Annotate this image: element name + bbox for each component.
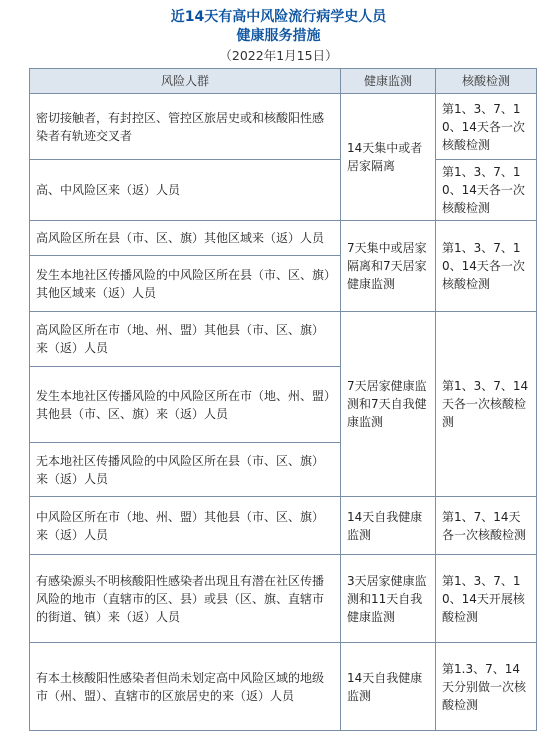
testing-cell: 第1、3、7、10、14天开展核酸检测 (436, 555, 537, 643)
testing-cell: 第1、3、7、14天各一次核酸检测 (436, 312, 537, 497)
table-row (30, 221, 537, 256)
risk-group-cell: 有感染源头不明核酸阳性感染者出现且有潜在社区传播风险的地市（直辖市的区、县）或县（区、旗、直辖市的街道、镇）来（返）人员 (30, 555, 341, 643)
monitoring-cell: 3天居家健康监测和11天自我健康监测 (341, 555, 436, 643)
document-header (0, 0, 557, 64)
table-row (30, 555, 537, 643)
risk-group-cell: 高、中风险区来（返）人员 (30, 160, 341, 221)
column-header-health-monitoring: 健康监测 (341, 69, 436, 94)
title-line-2: 健康服务措施 (236, 28, 321, 44)
testing-cell: 第1、3、7、10、14天各一次核酸检测 (436, 160, 537, 221)
monitoring-cell: 7天集中或居家隔离和7天居家健康监测 (341, 221, 436, 312)
health-measures-table (29, 68, 537, 731)
table-row (30, 160, 537, 221)
monitoring-cell: 14天集中或者居家隔离 (341, 94, 436, 221)
testing-cell: 第1、3、7、10、14天各一次核酸检测 (436, 94, 537, 160)
risk-group-cell: 发生本地社区传播风险的中风险区所在市（地、州、盟）其他县（市、区、旗）来（返）人员 (30, 367, 341, 443)
table-row (30, 643, 537, 731)
table-row (30, 312, 537, 367)
title-line-1: 近14天有高中风险流行病学史人员 (170, 9, 387, 25)
monitoring-cell: 14天自我健康监测 (341, 497, 436, 555)
column-header-risk-group: 风险人群 (30, 69, 341, 94)
testing-cell: 第1、7、14天各一次核酸检测 (436, 497, 537, 555)
risk-group-cell: 发生本地社区传播风险的中风险区所在县（市、区、旗）其他区域来（返）人员 (30, 256, 341, 312)
date-line: （2022年1月15日） (219, 48, 338, 63)
risk-group-cell: 高风险区所在县（市、区、旗）其他区域来（返）人员 (30, 221, 341, 256)
column-header-nucleic-acid-testing: 核酸检测 (436, 69, 537, 94)
monitoring-cell: 14天自我健康监测 (341, 643, 436, 731)
risk-group-cell: 高风险区所在市（地、州、盟）其他县（市、区、旗）来（返）人员 (30, 312, 341, 367)
testing-cell: 第1、3、7、10、14天各一次核酸检测 (436, 221, 537, 312)
risk-group-cell: 中风险区所在市（地、州、盟）其他县（市、区、旗）来（返）人员 (30, 497, 341, 555)
table-row (30, 497, 537, 555)
risk-group-cell: 无本地社区传播风险的中风险区所在县（市、区、旗）来（返）人员 (30, 443, 341, 497)
testing-cell: 第1.3、7、14天分别做一次核酸检测 (436, 643, 537, 731)
table-row (30, 94, 537, 160)
monitoring-cell: 7天居家健康监测和7天自我健康监测 (341, 312, 436, 497)
risk-group-cell: 有本土核酸阳性感染者但尚未划定高中风险区域的地级市（州、盟）、直辖市的区旅居史的来（返）人员 (30, 643, 341, 731)
table-header-row (30, 69, 537, 94)
risk-group-cell: 密切接触者，有封控区、管控区旅居史或和核酸阳性感染者有轨迹交叉者 (30, 94, 341, 160)
